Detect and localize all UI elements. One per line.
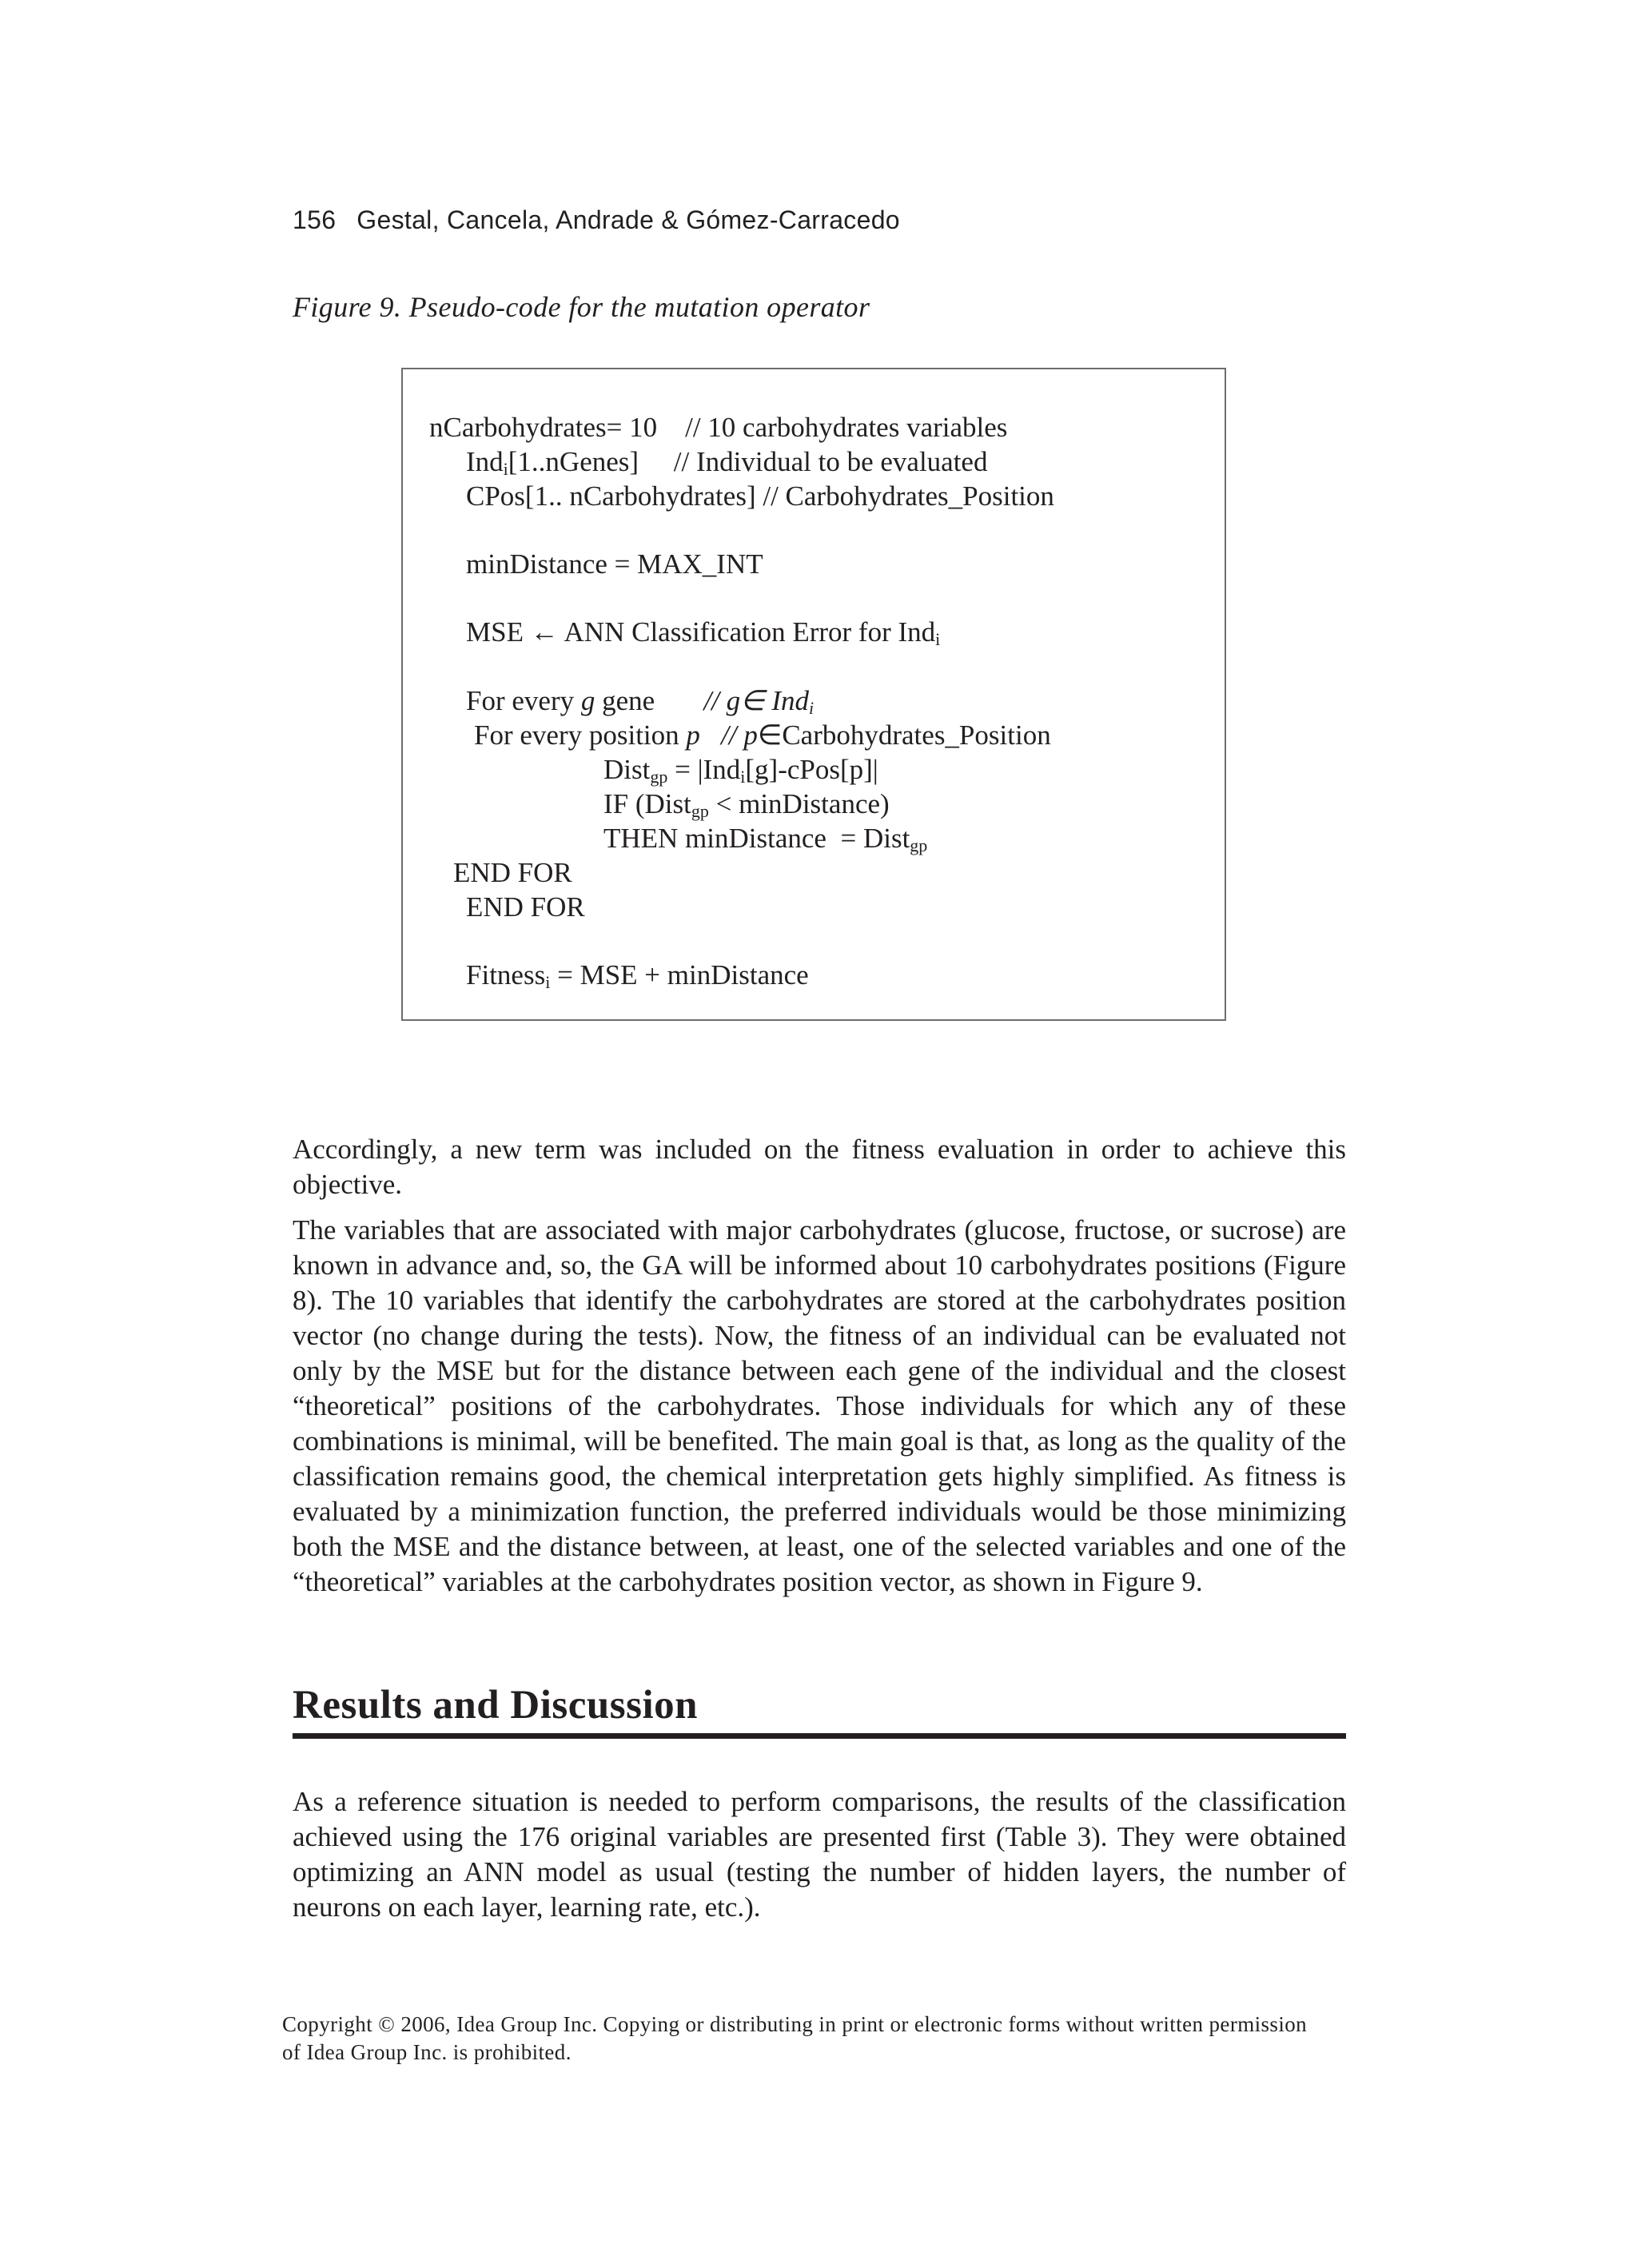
figure-caption: Figure 9. Pseudo-code for the mutation operator	[293, 291, 870, 323]
code-line-12: END FOR	[466, 891, 585, 923]
code-line-8: Dist$_{gp}$ = |Ind$_i$[g]-cPos[p]|	[603, 754, 878, 787]
code-line-5: MSE ← ANN Classification Error for Ind$_i$	[466, 616, 941, 649]
heading-rule	[293, 1733, 1346, 1739]
running-head-authors: Gestal, Cancela, Andrade & Gómez-Carracedo	[356, 205, 900, 234]
body-paragraph-1: Accordingly, a new term was included on the fitness evaluation in order to achieve this objective.	[293, 1134, 1346, 1200]
code-line-1: nCarbohydrates= 10 // 10 carbohydrates variables	[429, 412, 1008, 443]
code-line-10: THEN minDistance = Dist$_{gp}$	[603, 823, 928, 855]
code-line-2: Ind$_i$[1..nGenes] // Individual to be evaluated	[466, 446, 988, 479]
code-line-11: END FOR	[453, 857, 572, 888]
pseudo-code-box	[401, 368, 1226, 1021]
code-line-13: Fitness$_i$ = MSE + minDistance	[466, 959, 809, 992]
code-line-4: minDistance = MAX_INT	[466, 548, 763, 580]
code-line-7: For every position p // p∈Carbohydrates_Position	[474, 719, 1051, 751]
section-paragraph: As a reference situation is needed to perform comparisons, the results of the classification achieved using the 176 original variables are presented first (Table 3). They were obtained optimizing an ANN model as usual (testing the number of hidden layers, the number of neurons on each layer, learning rate, etc.).	[293, 1786, 1346, 1923]
page-number: 156	[293, 205, 337, 234]
body-paragraph-2: The variables that are associated with major carbohydrates (glucose, fructose, or sucrose) are known in advance and, so, the GA will be informed about 10 carbohydrates positions (Figure 8). The 10 variables that identify the carbohydrates are stored at the carbohydrates position vector (no change during the tests). Now, the fitness of an individual can be evaluated not only by the MSE but for the distance between each gene of the individual and the closest “theoretical” positions of the carbohydrates. Those individuals for which any of these combinations is minimal, will be benefited. The main goal is that, as long as the quality of the classification remains good, the chemical interpretation gets highly simplified. As fitness is evaluated by a minimization function, the preferred individuals would be those minimizing both the MSE and the distance between, at least, one of the selected variables and one of the “theoretical” variables at the carbohydrates position vector, as shown in Figure 9.	[293, 1214, 1346, 1597]
code-line-6: For every g gene // g∈ Ind$_i$	[466, 685, 815, 718]
running-head	[293, 205, 900, 235]
section-heading: Results and Discussion	[293, 1683, 698, 1728]
code-line-9: IF (Dist$_{gp}$ < minDistance)	[603, 788, 890, 821]
copyright-notice: Copyright © 2006, Idea Group Inc. Copying or distributing in print or electronic forms without written permission of Idea Group Inc. is prohibited.	[282, 2012, 1308, 2064]
code-line-3: CPos[1.. nCarbohydrates] // Carbohydrates_Position	[466, 480, 1054, 512]
